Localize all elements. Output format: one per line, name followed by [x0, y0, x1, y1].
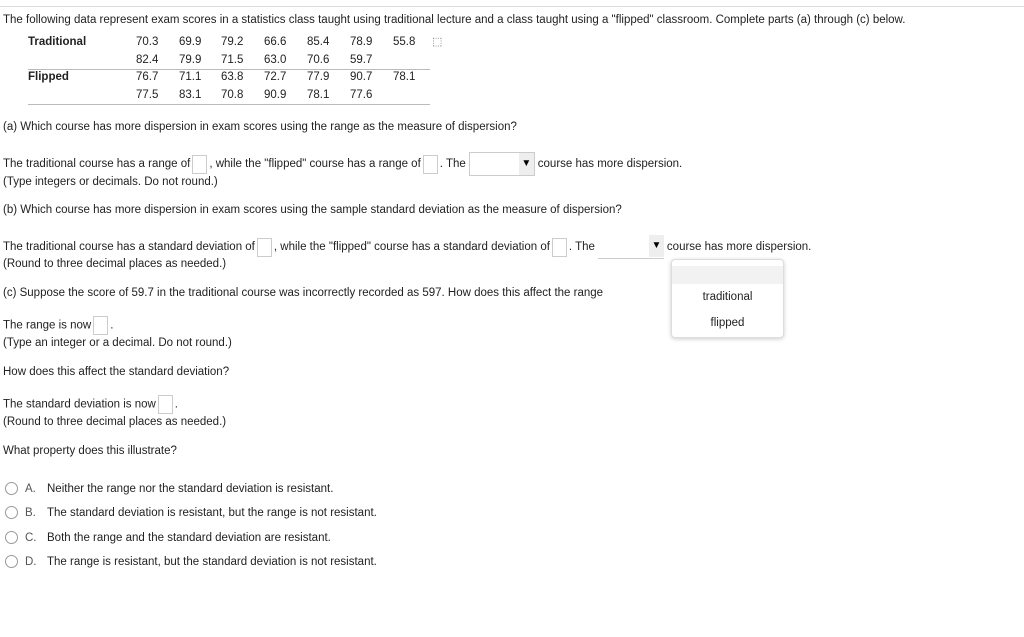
table-row [28, 87, 430, 105]
score-cell: 77.9 [307, 71, 330, 83]
traditional-sd-input[interactable] [257, 238, 272, 257]
option-d[interactable] [3, 554, 377, 570]
flipped-range-input[interactable] [423, 155, 438, 174]
course-dropdown-b[interactable] [598, 235, 664, 259]
score-cell: 78.1 [393, 71, 416, 83]
option-a[interactable] [3, 481, 333, 497]
score-cell: 71.1 [179, 71, 202, 83]
score-cell: 83.1 [179, 88, 202, 101]
top-divider [0, 6, 1024, 7]
score-cell: 76.7 [136, 71, 159, 83]
text: , while the "flipped" course has a range of [209, 158, 421, 171]
score-cell: 79.2 [221, 36, 244, 48]
score-cell: 72.7 [264, 71, 287, 83]
part-a-answer-line [3, 152, 682, 176]
score-cell: 63.0 [264, 53, 287, 66]
text: course has more dispersion. [537, 158, 683, 171]
option-letter: B. [25, 507, 36, 519]
table-row [28, 34, 430, 52]
score-cell: 79.9 [179, 53, 202, 66]
score-cell: 66.6 [264, 36, 287, 48]
option-letter: A. [25, 483, 36, 495]
text: . The [439, 158, 466, 171]
score-cell: 63.8 [221, 71, 244, 83]
table-divider [28, 69, 430, 70]
text: The range is now [3, 319, 92, 332]
table-row [28, 69, 430, 87]
radio-button[interactable] [5, 555, 18, 568]
part-b-question: (b) Which course has more dispersion in exam scores using the sample standard deviation as the measure of dispersion? [3, 204, 622, 216]
score-cell: 69.9 [179, 36, 202, 48]
score-cell: 78.1 [307, 88, 330, 101]
score-cell: 70.3 [136, 36, 159, 48]
radio-button[interactable] [5, 531, 18, 544]
part-b-hint: (Round to three decimal places as needed.) [3, 258, 227, 270]
part-a-question: (a) Which course has more dispersion in exam scores using the range as the measure of dispersion? [3, 121, 517, 133]
new-sd-input[interactable] [158, 395, 173, 414]
score-cell: 90.7 [350, 71, 373, 83]
text: The standard deviation is now [3, 398, 156, 411]
dropdown-arrow-icon[interactable]: ▼ [519, 153, 534, 175]
course-dropdown-a[interactable] [469, 152, 535, 176]
flipped-sd-input[interactable] [552, 238, 567, 257]
range-hint: (Type an integer or a decimal. Do not round.) [3, 337, 232, 349]
dropdown-option-blank[interactable] [672, 266, 783, 284]
radio-button[interactable] [5, 482, 18, 495]
text: The traditional course has a range of [3, 158, 191, 171]
new-range-input[interactable] [93, 316, 108, 335]
score-cell: 55.8 [393, 36, 416, 48]
text: course has more dispersion. [666, 241, 812, 254]
table-divider [28, 104, 430, 105]
score-cell: 71.5 [221, 53, 244, 66]
score-cell: 77.5 [136, 88, 159, 101]
part-a-hint: (Type integers or decimals. Do not round.) [3, 176, 218, 188]
score-cell: 78.9 [350, 36, 373, 48]
part-c-question: (c) Suppose the score of 59.7 in the traditional course was incorrectly recorded as 597. How does this affect the range [3, 287, 604, 299]
option-text: The range is resistant, but the standard deviation is not resistant. [47, 556, 377, 568]
score-cell: 59.7 [350, 53, 373, 66]
data-table [28, 34, 443, 104]
dropdown-option-flipped[interactable]: flipped [710, 317, 745, 329]
option-text: Both the range and the standard deviation are resistant. [47, 532, 331, 544]
option-text: The standard deviation is resistant, but the range is not resistant. [47, 507, 377, 519]
option-b[interactable] [3, 505, 377, 521]
option-c[interactable] [3, 530, 331, 546]
score-cell: 90.9 [264, 88, 287, 101]
text: , while the "flipped" course has a standard deviation of [273, 241, 550, 254]
sd-hint: (Round to three decimal places as needed.) [3, 416, 227, 428]
range-line: The range is now . [3, 316, 113, 335]
score-cell: 70.8 [221, 88, 244, 101]
score-cell: 70.6 [307, 53, 330, 66]
option-letter: D. [25, 556, 37, 568]
intro-text: The following data represent exam scores in a statistics class taught using traditional lecture and a class taught using a "flipped" classroom. Complete parts (a) through (c) below. [3, 14, 906, 26]
row-label: Traditional [28, 36, 87, 48]
radio-button[interactable] [5, 506, 18, 519]
option-text: Neither the range nor the standard deviation is resistant. [47, 483, 334, 495]
copy-data-icon[interactable]: ⬚ [432, 36, 443, 48]
row-label: Flipped [28, 71, 69, 83]
property-question: What property does this illustrate? [3, 445, 177, 457]
sd-question: How does this affect the standard deviation? [3, 366, 230, 378]
sd-line: The standard deviation is now . [3, 395, 178, 414]
table-row [28, 52, 430, 70]
score-cell: 82.4 [136, 53, 159, 66]
traditional-range-input[interactable] [192, 155, 207, 174]
dropdown-option-traditional[interactable]: traditional [702, 291, 753, 303]
score-cell: 85.4 [307, 36, 330, 48]
text: . The [568, 241, 595, 254]
dropdown-arrow-icon[interactable]: ▼ [649, 235, 664, 257]
option-letter: C. [25, 532, 37, 544]
text: The traditional course has a standard deviation of [3, 241, 255, 254]
score-cell: 77.6 [350, 88, 373, 101]
dropdown-menu [671, 259, 784, 338]
